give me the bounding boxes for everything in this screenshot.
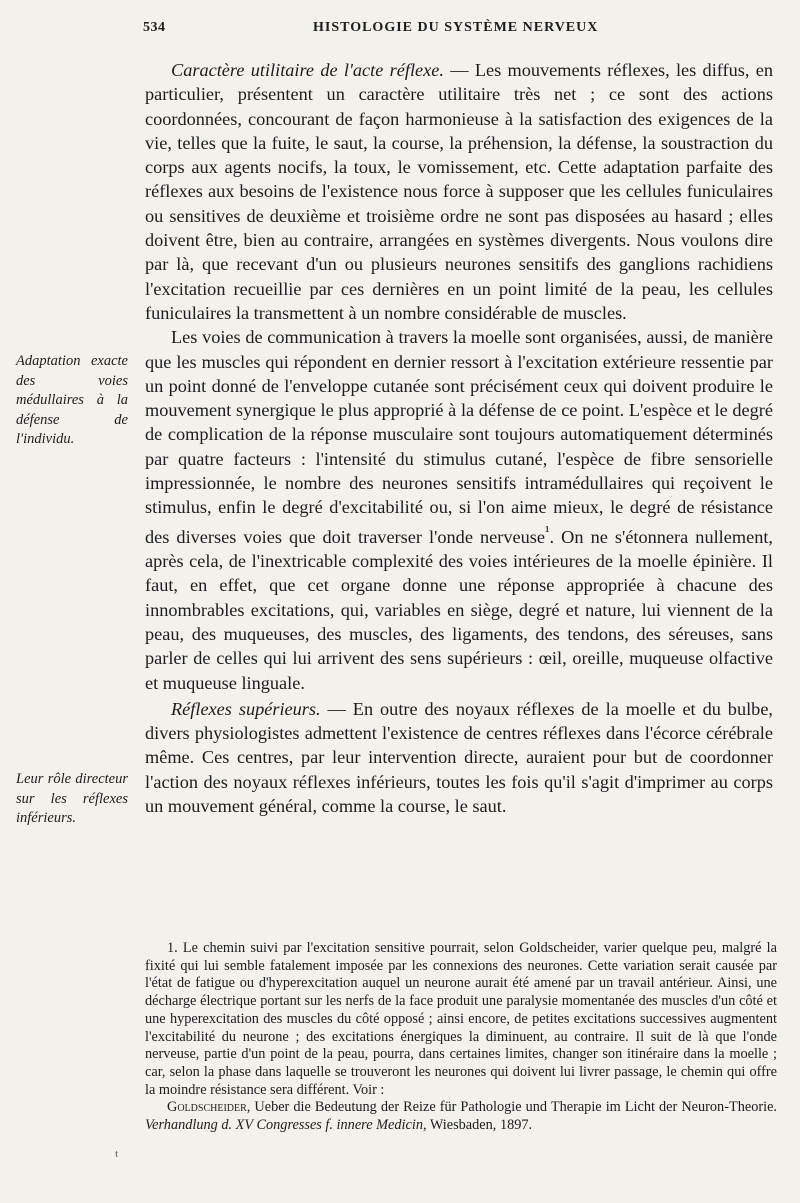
- paragraph-text: — Les mouvements réflexes, les diffus, en particulier, présentent un caractère utilitaire très net ; ce sont des actions coordonnées, concourant de façon harmonieuse à la satisfaction des exigences de la vie, telles que la fuite, le saut, la course, la préhension, la défense, la soustraction du corps aux agents nocifs, la toux, le vomissement, etc. Cette adaptation parfaite des réflexes aux besoins de l'existence nous force à supposer que les cellules funiculaires ou sensitives de deuxième et troisième ordre ne sont pas disposées au hasard ; elles doivent être, bien au contraire, arrangées en systèmes divergents. Nous voulons dire par là, que recevant d'un ou plusieurs neurones sensitifs des ganglions rachidiens l'excitation recueillie par ces dernières en un point limité de la peau, les cellules funiculaires la transmettent à un nombre considérable de muscles.: [145, 60, 773, 323]
- footnote: [145, 940, 777, 1135]
- main-text: [145, 58, 773, 818]
- citation-text: , Wiesbaden, 1897.: [422, 1117, 533, 1134]
- footnote-reference-citation: [145, 1099, 777, 1134]
- paragraph-utility: [145, 58, 773, 325]
- running-title: HISTOLOGIE DU SYSTÈME NERVEUX: [313, 20, 599, 35]
- citation-text: , Ueber die Bedeutung der Reize für Pathologie und Therapie im Licht der Neuron-Theorie.: [246, 1099, 777, 1116]
- footnote-reference: ¹: [544, 522, 550, 540]
- paragraph-text: . On ne s'étonnera nullement, après cela, de l'inextricable complexité des voies intérieures de la moelle épinière. Il faut, en effet, que cet organe donne une réponse appropriée à chacune des innombrables excitations, qui, variables en siège, degré et nature, lui viennent de la peau, des muqueuses, des muscles, des ligaments, des tendons, des séreuses, sans parler de celles qui lui arrivent des sens supérieurs : œil, oreille, muqueuse olfactive et muqueuse linguale.: [145, 526, 773, 693]
- citation-author: Goldscheider: [167, 1099, 247, 1116]
- paragraph-higher-reflexes: [145, 697, 773, 818]
- paragraph-text: — En outre des noyaux réflexes de la moelle et du bulbe, divers physiologistes admettent l'existence de centres réflexes dans l'écorce cérébrale même. Ces centres, par leur intervention directe, auraient pour but de coordonner l'action des noyaux réflexes inférieurs, toutes les fois qu'il s'agit d'imprimer au corps un mouvement général, comme la course, le saut.: [145, 698, 773, 816]
- margin-note-role: Leur rôle directeur sur les réflexes inférieurs.: [16, 771, 128, 826]
- margin-note-adaptation: Adaptation exacte des voies médullaires à la défense de l'individu.: [16, 353, 128, 447]
- citation-journal: Verhandlung d. XV Congresses f. innere Medicin: [145, 1117, 423, 1134]
- paragraph-pathways: [145, 325, 773, 695]
- section-heading-utility: Caractère utilitaire de l'acte réflexe.: [171, 60, 444, 80]
- page-number: 534: [143, 20, 166, 35]
- stray-mark: ᵗ: [115, 1148, 119, 1165]
- footnote-text: 1. Le chemin suivi par l'excitation sensitive pourrait, selon Goldscheider, varier quelque peu, malgré la fixité qui lui semble fatalement imposée par les connexions des neurones. Cette variation serait causée par l'état de fatigue ou d'hyperexcitation auquel un neurone aurait été amené par un travail antérieur. Ainsi, une décharge électrique portant sur les nerfs de la face produit une paralysie momentanée des muscles d'un côté et une hyperexcitation des muscles du côté opposé ; ainsi encore, de petites excitations successives augmentent l'excitabilité du neurone ; des excitations énergiques la diminuent, au contraire. Il suit de là que l'onde nerveuse, partie d'un point de la peau, pourra, dans certaines limites, changer son itinéraire dans la moelle ; car, selon la phase dans laquelle se trouveront les neurones qui doivent lui livrer passage, le chemin qui offre la moindre résistance sera différent. Voir :: [145, 940, 777, 1098]
- paragraph-text: Les voies de communication à travers la moelle sont organisées, aussi, de manière que les muscles qui répondent en dernier ressort à l'excitation extérieure ressentie par un point donné de l'enveloppe cutanée sont précisément ceux qui doivent produire le mouvement synergique le plus approprié à la défense de ce point. L'espèce et le degré de complication de la réponse musculaire sont toujours automatiquement déterminés par quatre facteurs : l'intensité du stimulus cutané, l'espèce de fibre sensorielle impressionnée, le nombre des neurones sensitifs intramédullaires qui reçoivent le stimulus, enfin le degré d'excitabilité ou, si l'on aime mieux, le degré de résistance des diverses voies que doit traverser l'onde nerveuse: [145, 327, 773, 547]
- section-heading-higher-reflexes: Réflexes supérieurs.: [171, 698, 321, 719]
- running-header: [143, 20, 783, 44]
